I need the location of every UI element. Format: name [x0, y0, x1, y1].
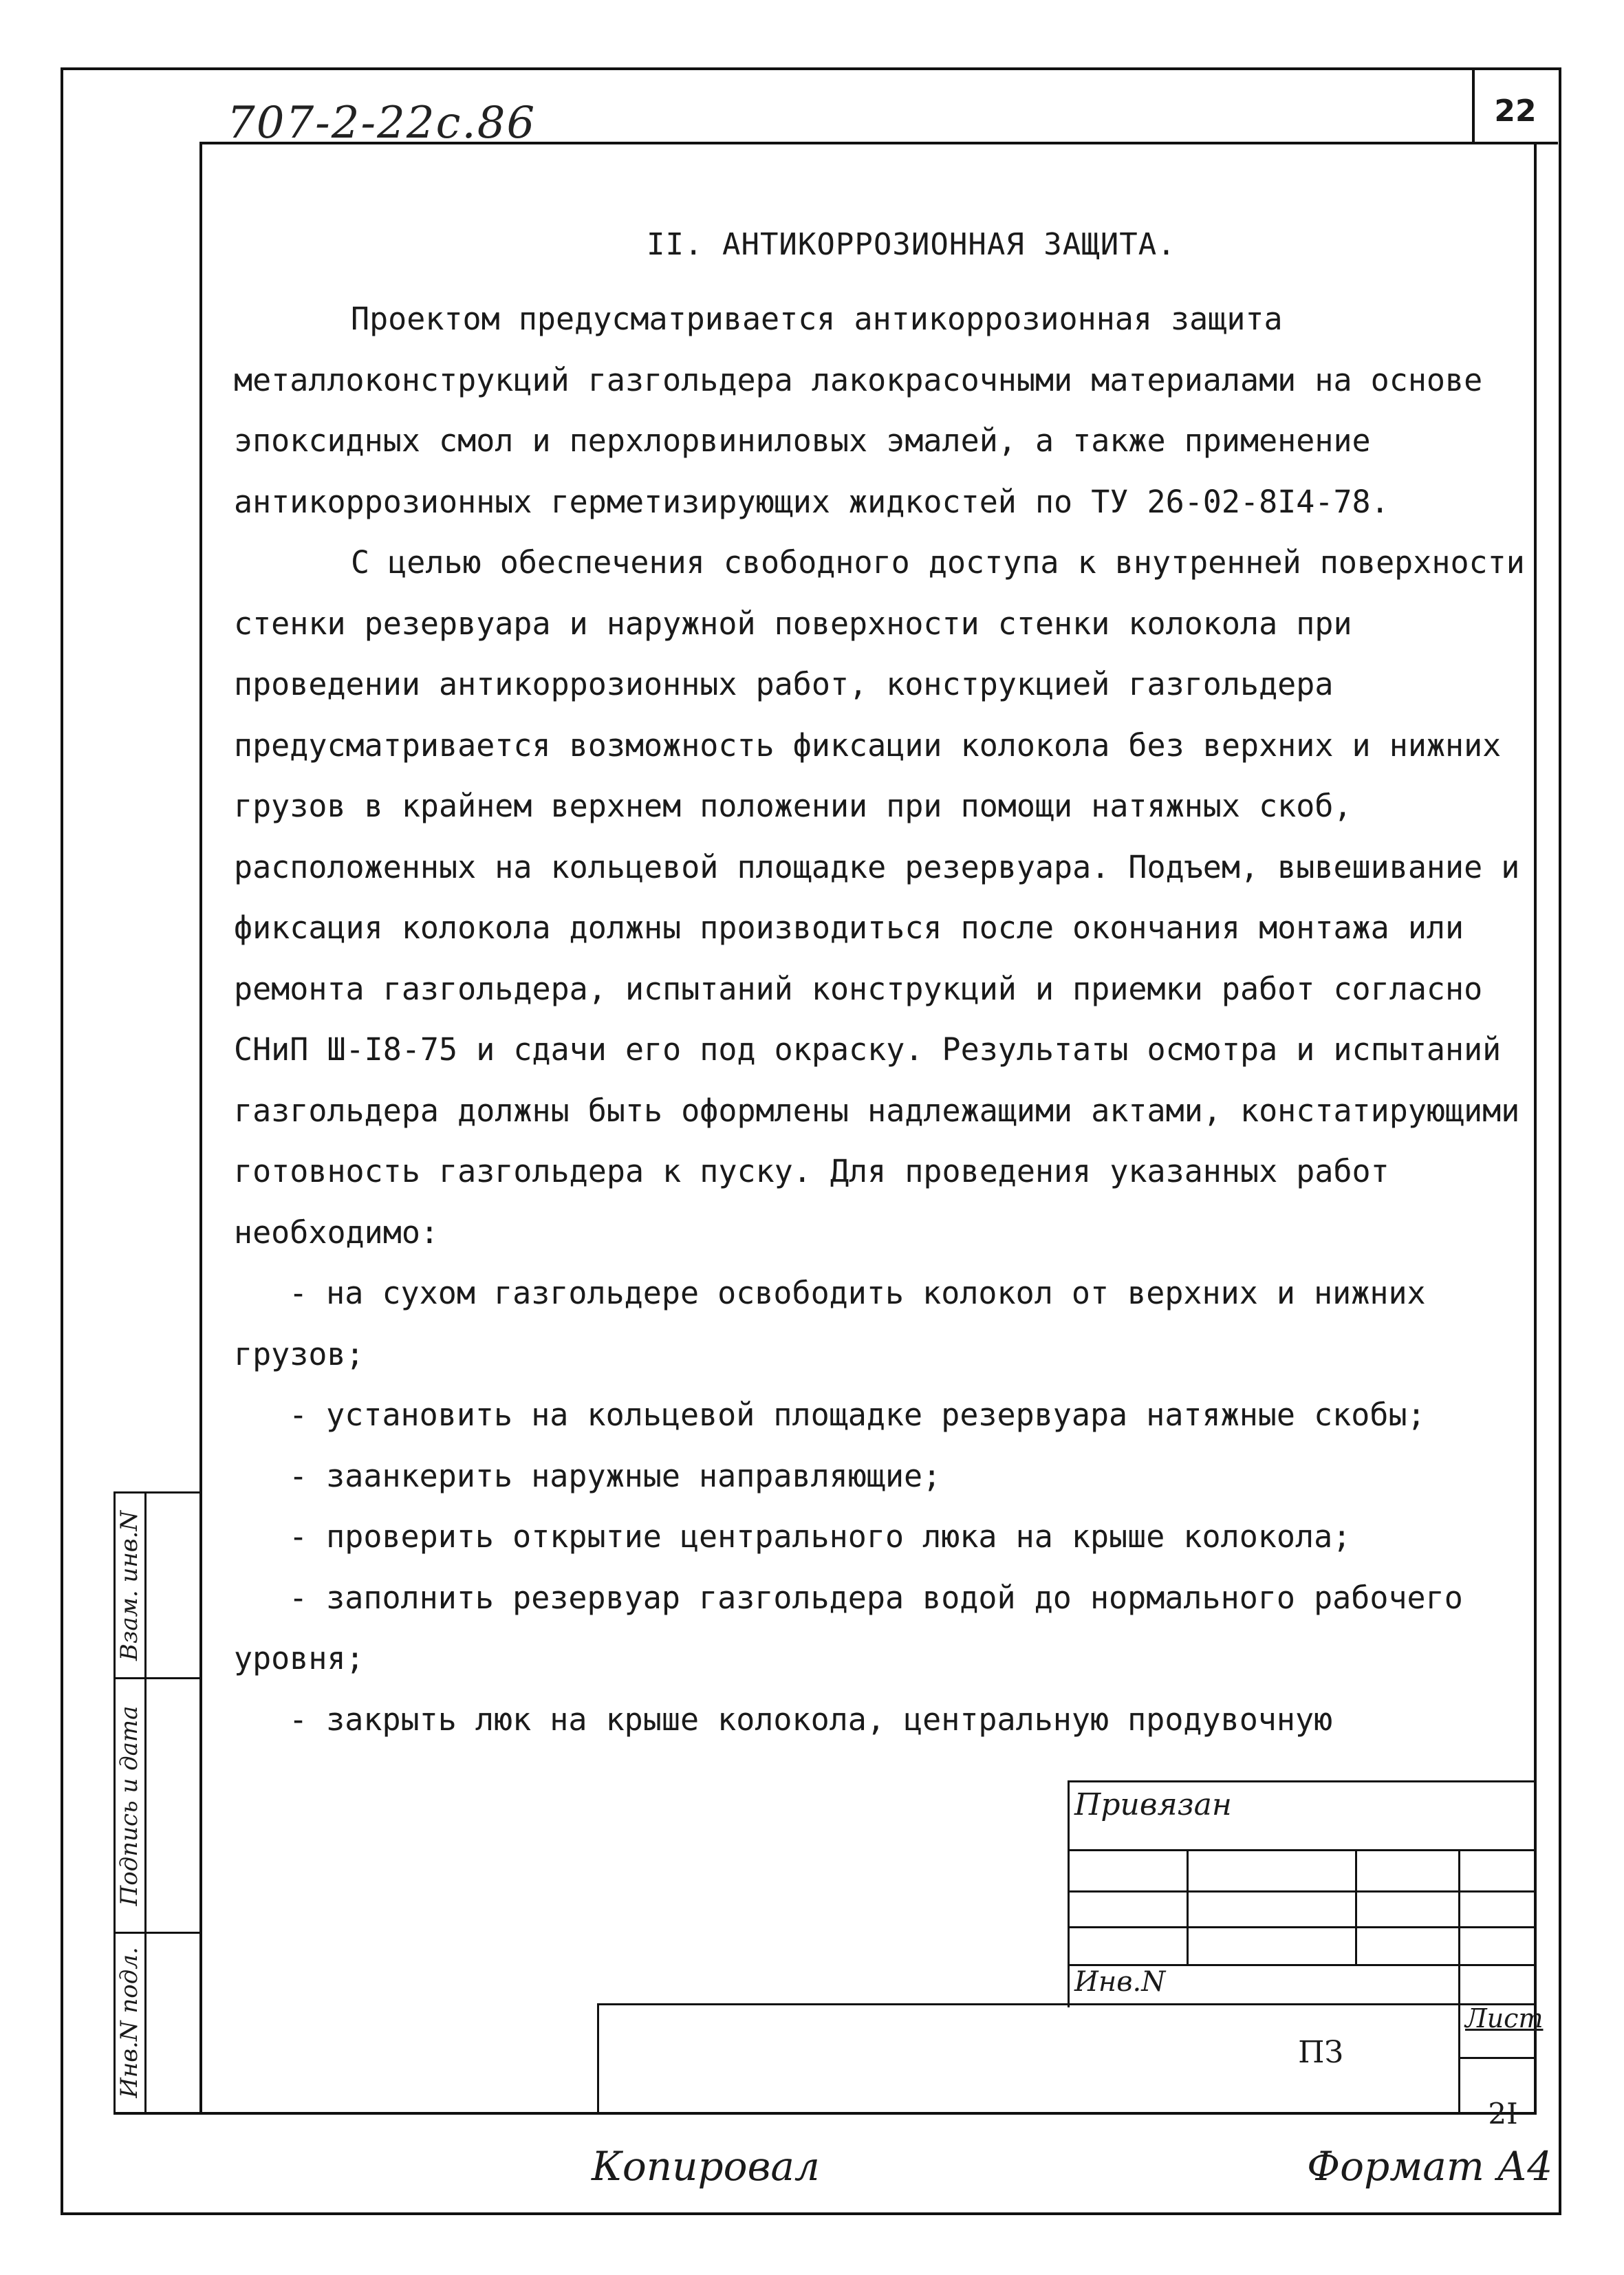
- outer-frame-top: [61, 67, 1561, 70]
- side-label-podpis-data: Подпись и дата: [116, 1705, 143, 1906]
- sheet-number-top: 22: [1494, 94, 1537, 129]
- stamp-privyazan: Привязан: [1074, 1787, 1232, 1822]
- stamp-upper-h2: [1068, 1890, 1535, 1893]
- list-item: - на сухом газгольдере освободить колокол от верхних и нижних грузов;: [234, 1275, 1426, 1372]
- stamp-main-left: [597, 2003, 599, 2113]
- inner-frame-left: [199, 142, 202, 2115]
- stamp-list-label: Лист: [1465, 2003, 1544, 2034]
- outer-frame-right: [1559, 67, 1561, 2215]
- stamp-upper-v1: [1187, 1849, 1189, 1966]
- outer-frame-left: [61, 67, 63, 2215]
- body-text: [234, 289, 1534, 1750]
- side-strip-right: [144, 1491, 147, 2115]
- inner-frame-bottom: [113, 2112, 1534, 2115]
- paragraph-2: С целью обеспечения свободного доступа к внутренней поверхности стенки резервуара и наружной поверхности стенки колокола при проведении антикоррозионных работ, конструкцией газгольдера предусматривается возможность фиксации колокола без верхних и нижних грузов в крайнем верхнем положении при помощи натяжных скоб, расположенных на кольцевой площадке резервуара. Подъем, вывешивание и фиксация колокола должны производиться после окончания монтажа или ремонта газгольдера, испытаний конструкций и приемки работ согласно СНиП Ш-I8-75 и сдачи его под окраску. Результаты осмотра и испытаний газгольдера должны быть оформлены надлежащими актами, констатирующими готовность газгольдера к пуску. Для проведения указанных работ необходимо:: [234, 544, 1525, 1251]
- stamp-main-top: [597, 2003, 1535, 2005]
- side-strip-top: [113, 1491, 199, 1494]
- stamp-upper-h3: [1068, 1926, 1535, 1928]
- list-item: - закрыть люк на крыше колокола, центральную продувочную: [289, 1701, 1333, 1738]
- paragraph-1: Проектом предусматривается антикоррозионная защита металлоконструкций газгольдера лакокрасочными материалами на основе эпоксидных смол и перхлорвиниловых эмалей, а также применение антикоррозионных герметизирующих жидкостей по ТУ 26-02-8I4-78.: [234, 301, 1483, 520]
- side-strip-div1: [113, 1677, 199, 1679]
- stamp-upper-v3: [1458, 1849, 1460, 2007]
- stamp-list-number: 2I: [1488, 2097, 1518, 2131]
- section-title: II. АНТИКОРРОЗИОННАЯ ЗАЩИТА.: [647, 227, 1176, 262]
- list-item: - установить на кольцевой площадке резервуара натяжные скобы;: [289, 1397, 1426, 1433]
- list-item: - проверить открытие центрального люка на крыше колокола;: [289, 1518, 1352, 1555]
- document-code: 707-2-22с.86: [227, 98, 537, 149]
- outer-frame-bottom: [61, 2212, 1561, 2215]
- stamp-upper-top: [1068, 1780, 1535, 1782]
- inner-frame-right: [1534, 142, 1537, 2115]
- stamp-document-code: ПЗ: [1298, 2035, 1343, 2070]
- list-item: - заполнить резервуар газгольдера водой до нормального рабочего уровня;: [234, 1579, 1463, 1676]
- footer-format: Формат А4: [1307, 2143, 1553, 2190]
- side-label-inv-podl: Инв.N подл.: [116, 1947, 143, 2098]
- stamp-upper-h1: [1068, 1849, 1535, 1851]
- stamp-inv-number: Инв.N: [1074, 1966, 1166, 1998]
- list-item: - заанкерить наружные направляющие;: [289, 1457, 942, 1494]
- side-label-vzam-inv: Взам. инв.N: [116, 1510, 143, 1661]
- footer-copied: Копировал: [592, 2143, 820, 2190]
- stamp-upper-left: [1068, 1780, 1070, 2007]
- stamp-upper-v2: [1355, 1849, 1357, 1966]
- stamp-list-hline: [1458, 2057, 1535, 2059]
